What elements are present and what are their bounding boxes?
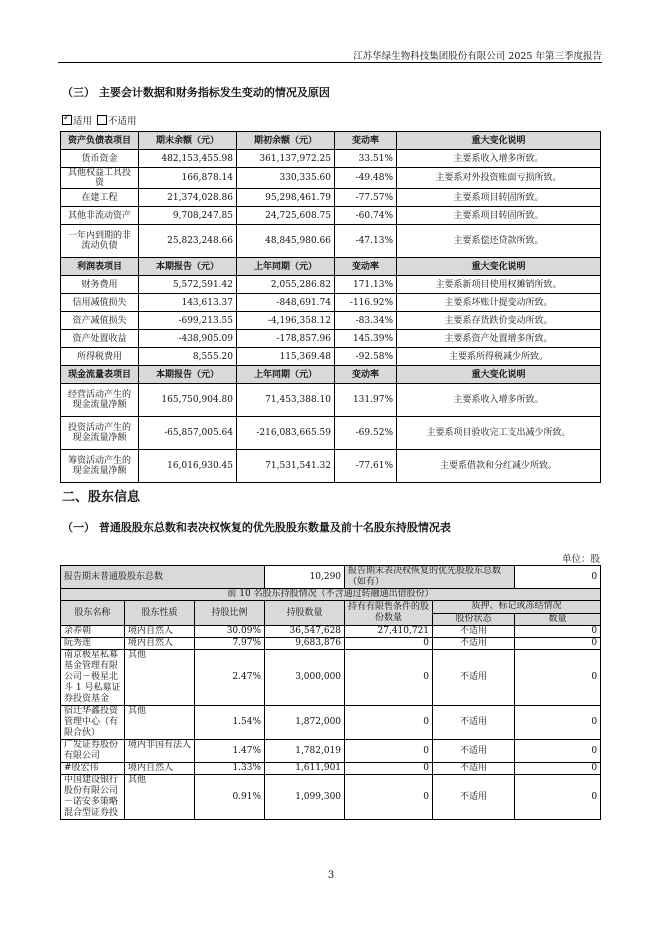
column-header: 资产负债表项目 (61, 132, 139, 150)
table-cell: 361,137,972.25 (237, 150, 335, 168)
shareholder-status-cell: 不适用 (433, 763, 515, 775)
column-header: 重大变化说明 (397, 258, 601, 276)
shareholder-count-cell: 3,000,000 (265, 650, 345, 706)
table-cell: 所得税费用 (61, 348, 139, 366)
column-header: 重大变化说明 (397, 366, 601, 384)
shareholder-row (61, 763, 601, 775)
table-cell: 16,016,930.45 (139, 450, 237, 483)
table-cell: 其他权益工具投资 (61, 168, 139, 189)
shareholder-restricted-cell: 0 (345, 650, 433, 706)
shareholder-nature-cell: 境内自然人 (125, 626, 195, 638)
shareholder-name-cell: #殷宏伟 (61, 763, 125, 775)
table-cell: 48,845,980.66 (237, 225, 335, 258)
table-cell: 25,823,248.66 (139, 225, 237, 258)
shareholder-section-title: 二、股东信息 (62, 490, 141, 505)
table-cell: 筹资活动产生的现金流量净额 (61, 450, 139, 483)
table-row (61, 294, 601, 312)
table-cell: -92.58% (335, 348, 397, 366)
shareholder-nature-cell: 境内自然人 (125, 638, 195, 650)
shareholder-table (60, 565, 601, 820)
column-header: 变动率 (335, 258, 397, 276)
shareholder-status-cell: 不适用 (433, 650, 515, 706)
total-shareholders-value: 10,290 (265, 566, 345, 589)
applicability-selector (62, 113, 137, 127)
table-cell: -69.52% (335, 417, 397, 450)
table-header-row (61, 132, 601, 150)
shareholder-qty-cell: 0 (515, 740, 601, 763)
shareholder-row (61, 638, 601, 650)
shareholder-nature-cell: 境内非国有法人 (125, 740, 195, 763)
shareholder-qty-cell: 0 (515, 626, 601, 638)
shareholder-status-cell: 不适用 (433, 626, 515, 638)
column-header: 期末余额（元） (139, 132, 237, 150)
column-header: 变动率 (335, 132, 397, 150)
table-row (61, 276, 601, 294)
table-cell: 经营活动产生的现金流量净额 (61, 384, 139, 417)
shareholder-count-cell: 1,611,901 (265, 763, 345, 775)
table-cell: -178,857.96 (237, 330, 335, 348)
table-cell: 货币资金 (61, 150, 139, 168)
header-divider (58, 62, 602, 63)
shareholder-nature-cell: 其他 (125, 650, 195, 706)
page-header: 江苏华绿生物科技集团股份有限公司 2025 年第三季度报告 (353, 51, 602, 62)
table-cell: 主要系资产处置增多所致。 (397, 330, 601, 348)
table-cell: 5,572,591.42 (139, 276, 237, 294)
section-heading-changes: （三） 主要会计数据和财务指标发生变动的情况及原因 (62, 86, 330, 99)
table-cell: 24,725,608.75 (237, 207, 335, 225)
col-header-ratio: 持股比例 (195, 601, 265, 626)
shareholder-ratio-cell: 1.54% (195, 706, 265, 740)
shareholder-row (61, 650, 601, 706)
table-cell: 财务费用 (61, 276, 139, 294)
table-cell: -116.92% (335, 294, 397, 312)
shareholder-row (61, 775, 601, 820)
table-row (61, 189, 601, 207)
shareholder-name-cell: 南京极星私募基金管理有限公司－极星北斗 1 号私募证券投资基金 (61, 650, 125, 706)
table-cell: 主要系项目验收完工支出减少所致。 (397, 417, 601, 450)
col-header-restricted: 持有有限售条件的股份数量 (345, 601, 433, 626)
table-cell: 主要系项目转固所致。 (397, 189, 601, 207)
column-header: 本期报告（元） (139, 258, 237, 276)
shareholder-restricted-cell: 27,410,721 (345, 626, 433, 638)
table-cell: 166,878.14 (139, 168, 237, 189)
table-cell: 71,453,388.10 (237, 384, 335, 417)
col-header-nature: 股东性质 (125, 601, 195, 626)
unit-label: 单位：股 (561, 554, 600, 565)
table-cell: 21,374,028.86 (139, 189, 237, 207)
table-cell: -216,083,665.59 (237, 417, 335, 450)
table-cell: 信用减值损失 (61, 294, 139, 312)
table-cell: 165,750,904.80 (139, 384, 237, 417)
table-cell: 主要系收入增多所致。 (397, 150, 601, 168)
table-cell: 33.51% (335, 150, 397, 168)
financial-changes-table (60, 131, 601, 483)
column-header: 上年同期（元） (237, 366, 335, 384)
col-header-count: 持股数量 (265, 601, 345, 626)
shareholder-nature-cell: 境内自然人 (125, 763, 195, 775)
table-row (61, 168, 601, 189)
table-cell: -49.48% (335, 168, 397, 189)
table-cell: 2,055,286.82 (237, 276, 335, 294)
table-cell: 330,335.60 (237, 168, 335, 189)
shareholder-name-cell: 宿迁华鑫投资管理中心（有限合伙） (61, 706, 125, 740)
table-cell: 在建工程 (61, 189, 139, 207)
table-cell: 131.97% (335, 384, 397, 417)
table-cell: 主要系新项目使用权摊销所致。 (397, 276, 601, 294)
table-row (61, 417, 601, 450)
preferred-shareholders-label: 报告期末表决权恢复的优先股股东总数（如有） (345, 566, 515, 589)
shareholder-subsection-title: （一） 普通股股东总数和表决权恢复的优先股股东数量及前十名股东持股情况表 (62, 521, 451, 534)
table-cell: 8,555.20 (139, 348, 237, 366)
shareholder-restricted-cell: 0 (345, 706, 433, 740)
shareholder-status-cell: 不适用 (433, 706, 515, 740)
table-row (61, 225, 601, 258)
table-cell: 482,153,455.98 (139, 150, 237, 168)
table-cell: -4,196,358.12 (237, 312, 335, 330)
table-row (61, 312, 601, 330)
table-row (61, 348, 601, 366)
table-row (61, 207, 601, 225)
table-cell: 171.13% (335, 276, 397, 294)
shareholder-status-cell: 不适用 (433, 775, 515, 820)
table-cell: 资产减值损失 (61, 312, 139, 330)
table-cell: 71,531,541.32 (237, 450, 335, 483)
table-header-row (61, 366, 601, 384)
shareholder-ratio-cell: 30.09% (195, 626, 265, 638)
table-cell: 主要系借款和分红减少所致。 (397, 450, 601, 483)
column-header: 利润表项目 (61, 258, 139, 276)
shareholder-restricted-cell: 0 (345, 763, 433, 775)
shareholder-name-cell: 中国建设银行股份有限公司－诺安多策略混合型证券投 (61, 775, 125, 820)
total-shareholders-label: 报告期末普通股股东总数 (61, 566, 265, 589)
table-cell: 主要系所得税减少所致。 (397, 348, 601, 366)
table-cell: 主要系项目转固所致。 (397, 207, 601, 225)
unchecked-checkbox-icon (97, 115, 107, 125)
shareholder-row (61, 626, 601, 638)
table-cell: 主要系偿还贷款所致。 (397, 225, 601, 258)
column-header: 现金流量表项目 (61, 366, 139, 384)
table-header-row (61, 258, 601, 276)
table-cell: 95,298,461.79 (237, 189, 335, 207)
shareholder-qty-cell: 0 (515, 638, 601, 650)
table-cell: 资产处置收益 (61, 330, 139, 348)
table-row (61, 450, 601, 483)
table-cell: -47.13% (335, 225, 397, 258)
shareholder-count-cell: 36,547,628 (265, 626, 345, 638)
shareholder-row (61, 706, 601, 740)
table-cell: -65,857,005.64 (139, 417, 237, 450)
table-cell: 投资活动产生的现金流量净额 (61, 417, 139, 450)
not-applicable-label: 不适用 (108, 116, 137, 127)
col-header-pledge: 质押、标记或冻结情况 (433, 601, 601, 614)
table-cell: -60.74% (335, 207, 397, 225)
shareholder-ratio-cell: 7.97% (195, 638, 265, 650)
shareholder-status-cell: 不适用 (433, 740, 515, 763)
column-header: 变动率 (335, 366, 397, 384)
shareholder-qty-cell: 0 (515, 706, 601, 740)
shareholder-count-cell: 9,683,876 (265, 638, 345, 650)
table-row (61, 384, 601, 417)
shareholder-count-cell: 1,872,000 (265, 706, 345, 740)
col-header-status: 股份状态 (433, 613, 515, 626)
table-cell: 主要系存货跌价变动所致。 (397, 312, 601, 330)
shareholder-name-cell: 广发证券股份有限公司 (61, 740, 125, 763)
table-cell: 其他非流动资产 (61, 207, 139, 225)
col-header-qty: 数量 (515, 613, 601, 626)
column-header: 期初余额（元） (237, 132, 335, 150)
shareholder-qty-cell: 0 (515, 775, 601, 820)
table-cell: -77.61% (335, 450, 397, 483)
shareholder-ratio-cell: 2.47% (195, 650, 265, 706)
table-cell: -83.34% (335, 312, 397, 330)
table-cell: 115,369.48 (237, 348, 335, 366)
applicable-label: 适用 (73, 116, 93, 127)
shareholder-ratio-cell: 1.47% (195, 740, 265, 763)
preferred-shareholders-value: 0 (515, 566, 601, 589)
shareholder-name-cell: 阮秀莲 (61, 638, 125, 650)
table-cell: -77.57% (335, 189, 397, 207)
column-header: 本期报告（元） (139, 366, 237, 384)
column-header: 上年同期（元） (237, 258, 335, 276)
table-cell: -699,213.55 (139, 312, 237, 330)
shareholder-nature-cell: 其他 (125, 706, 195, 740)
shareholder-restricted-cell: 0 (345, 638, 433, 650)
shareholder-count-cell: 1,782,019 (265, 740, 345, 763)
table-row (61, 150, 601, 168)
table-cell: -848,691.74 (237, 294, 335, 312)
shareholder-restricted-cell: 0 (345, 775, 433, 820)
shareholder-row (61, 740, 601, 763)
shareholder-ratio-cell: 0.91% (195, 775, 265, 820)
shareholder-ratio-cell: 1.33% (195, 763, 265, 775)
shareholder-status-cell: 不适用 (433, 638, 515, 650)
shareholder-qty-cell: 0 (515, 763, 601, 775)
table-cell: 主要系坏账计提变动所致。 (397, 294, 601, 312)
page-number: 3 (327, 870, 335, 881)
shareholder-nature-cell: 其他 (125, 775, 195, 820)
table-cell: -438,905.09 (139, 330, 237, 348)
shareholder-qty-cell: 0 (515, 650, 601, 706)
table-cell: 一年内到期的非流动负债 (61, 225, 139, 258)
shareholder-restricted-cell: 0 (345, 740, 433, 763)
column-header: 重大变化说明 (397, 132, 601, 150)
table-cell: 143,613.37 (139, 294, 237, 312)
top10-title: 前 10 名股东持股情况（不含通过转融通出借股份） (61, 589, 601, 601)
table-cell: 主要系收入增多所致。 (397, 384, 601, 417)
shareholder-name-cell: 余养朝 (61, 626, 125, 638)
shareholder-count-cell: 1,099,300 (265, 775, 345, 820)
checked-checkbox-icon (62, 115, 72, 125)
table-row (61, 330, 601, 348)
table-cell: 9,708,247.85 (139, 207, 237, 225)
col-header-name: 股东名称 (61, 601, 125, 626)
table-cell: 主要系对外投资账面亏损所致。 (397, 168, 601, 189)
table-cell: 145.39% (335, 330, 397, 348)
